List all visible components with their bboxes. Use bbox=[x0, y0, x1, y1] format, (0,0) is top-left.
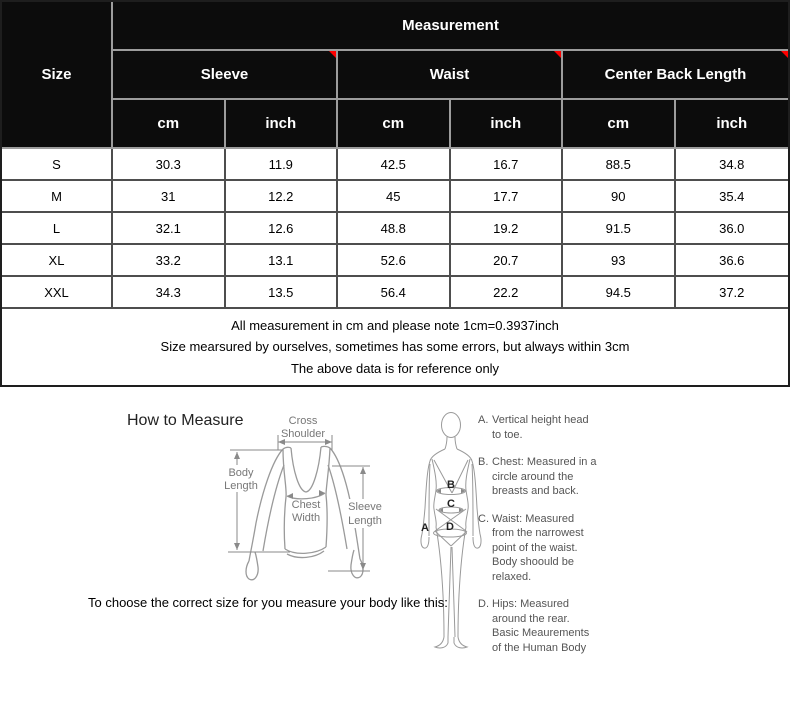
value-cell: 32.1 bbox=[113, 213, 226, 245]
value-cell: 31 bbox=[113, 181, 226, 213]
value-cell: 17.7 bbox=[451, 181, 564, 213]
size-cell: XXL bbox=[2, 277, 113, 309]
comment-marker-icon bbox=[554, 51, 561, 58]
size-cell: M bbox=[2, 181, 113, 213]
value-cell: 22.2 bbox=[451, 277, 564, 309]
instruction-item: B. Chest: Measured in a circle around the breasts and back. bbox=[478, 456, 597, 497]
garment-measurement-diagram-icon bbox=[222, 403, 402, 585]
table-row bbox=[2, 181, 788, 213]
size-cell: S bbox=[2, 149, 113, 181]
value-cell: 12.2 bbox=[226, 181, 339, 213]
instruction-item: C. Waist: Measured from the narrowest point of the waist. Body shoould be relaxed. bbox=[478, 512, 584, 583]
comment-marker-icon bbox=[781, 51, 788, 58]
unit-header: inch bbox=[226, 100, 339, 149]
group-header-sleeve: Sleeve bbox=[113, 51, 338, 100]
value-cell: 13.1 bbox=[226, 245, 339, 277]
figure-letter-a: A bbox=[421, 522, 429, 534]
value-cell: 12.6 bbox=[226, 213, 339, 245]
sleeve-length-label: Sleeve bbox=[348, 501, 382, 513]
table-row bbox=[2, 51, 788, 100]
how-to-measure-title: How to Measure bbox=[127, 412, 244, 429]
chest-width-label: Width bbox=[291, 512, 321, 524]
table-row bbox=[2, 2, 788, 51]
value-cell: 33.2 bbox=[113, 245, 226, 277]
value-cell: 35.4 bbox=[676, 181, 789, 213]
sleeve-length-label: Length bbox=[348, 515, 382, 527]
table-row bbox=[2, 149, 788, 181]
unit-header: inch bbox=[451, 100, 564, 149]
measurement-notes bbox=[2, 309, 788, 385]
value-cell: 45 bbox=[338, 181, 451, 213]
unit-header: cm bbox=[113, 100, 226, 149]
value-cell: 16.7 bbox=[451, 149, 564, 181]
how-to-measure-section bbox=[0, 388, 790, 716]
size-cell: XL bbox=[2, 245, 113, 277]
value-cell: 11.9 bbox=[226, 149, 339, 181]
unit-header: cm bbox=[563, 100, 676, 149]
body-length-label: Body bbox=[228, 467, 254, 479]
value-cell: 19.2 bbox=[451, 213, 564, 245]
size-column-header: Size bbox=[2, 2, 113, 149]
value-cell: 36.0 bbox=[676, 213, 789, 245]
value-cell: 94.5 bbox=[563, 277, 676, 309]
value-cell: 30.3 bbox=[113, 149, 226, 181]
cross-shoulder-label: Cross bbox=[288, 415, 318, 427]
sizing-advice-text: To choose the correct size for you measure your body like this: bbox=[88, 595, 448, 610]
unit-header: inch bbox=[676, 100, 789, 149]
instruction-key: B. bbox=[478, 456, 489, 468]
value-cell: 93 bbox=[563, 245, 676, 277]
value-cell: 37.2 bbox=[676, 277, 789, 309]
value-cell: 34.8 bbox=[676, 149, 789, 181]
instruction-key: C. bbox=[478, 512, 489, 525]
figure-letter-c: C bbox=[447, 498, 455, 510]
note-line: All measurement in cm and please note 1cm=0.3937inch bbox=[231, 317, 559, 333]
value-cell: 20.7 bbox=[451, 245, 564, 277]
value-cell: 91.5 bbox=[563, 213, 676, 245]
figure-letter-d: D bbox=[446, 521, 454, 533]
table-row bbox=[2, 100, 788, 149]
table-row bbox=[2, 213, 788, 245]
instruction-key: D. bbox=[478, 598, 489, 610]
instruction-item: A. Vertical height head to toe. bbox=[478, 414, 589, 441]
figure-letter-b: B bbox=[447, 479, 455, 491]
comment-marker-icon bbox=[329, 51, 336, 58]
body-length-label: Length bbox=[224, 480, 258, 492]
value-cell: 36.6 bbox=[676, 245, 789, 277]
note-line: Size mearsured by ourselves, sometimes has some errors, but always within 3cm bbox=[160, 339, 630, 355]
note-line: The above data is for reference only bbox=[290, 360, 500, 376]
instruction-key: A. bbox=[478, 414, 489, 426]
value-cell: 90 bbox=[563, 181, 676, 213]
cross-shoulder-label: Shoulder bbox=[280, 428, 326, 440]
unit-header: cm bbox=[338, 100, 451, 149]
value-cell: 52.6 bbox=[338, 245, 451, 277]
table-row bbox=[2, 309, 788, 385]
group-header-waist: Waist bbox=[338, 51, 563, 100]
value-cell: 48.8 bbox=[338, 213, 451, 245]
table-row bbox=[2, 277, 788, 309]
table-row bbox=[2, 245, 788, 277]
value-cell: 56.4 bbox=[338, 277, 451, 309]
measurement-instructions bbox=[478, 413, 600, 668]
value-cell: 42.5 bbox=[338, 149, 451, 181]
size-cell: L bbox=[2, 213, 113, 245]
value-cell: 34.3 bbox=[113, 277, 226, 309]
instruction-item: D. Hips: Measured around the rear. Basic Meaurements of the Human Body bbox=[478, 598, 590, 654]
value-cell: 88.5 bbox=[563, 149, 676, 181]
group-header-center-back-length: Center Back Length bbox=[563, 51, 788, 100]
measurement-header: Measurement bbox=[113, 2, 788, 51]
chest-width-label: Chest bbox=[291, 499, 321, 511]
value-cell: 13.5 bbox=[226, 277, 339, 309]
